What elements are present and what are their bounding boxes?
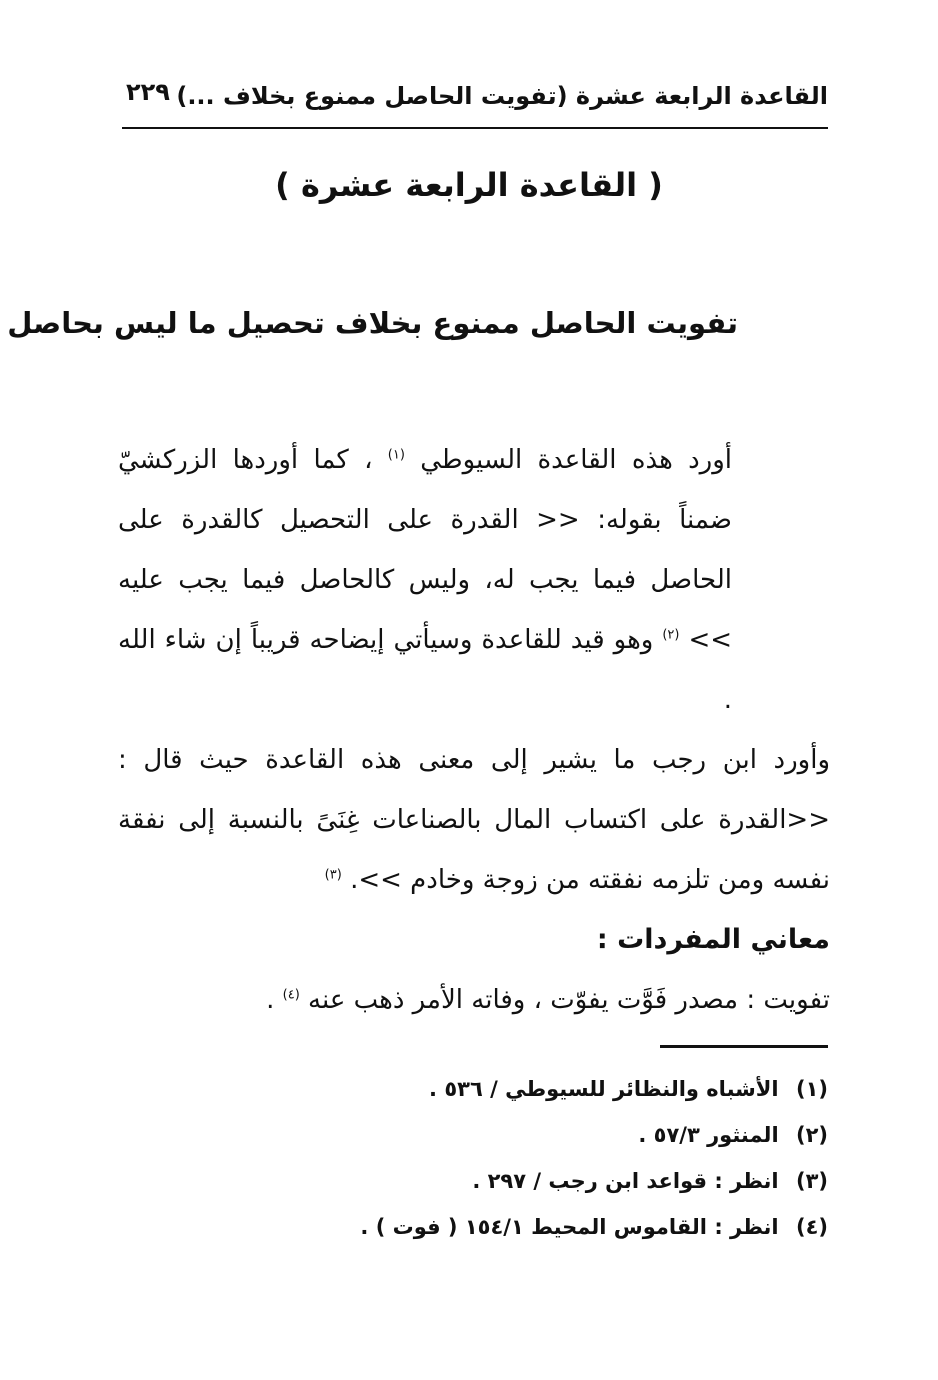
page-number: ٢٢٩ <box>126 78 170 106</box>
footnote-marker: (٤) <box>282 987 300 1003</box>
subheading: معاني المفردات : <box>596 924 830 955</box>
footnote-number: (٤) <box>795 1215 828 1239</box>
footnote-text: الأشباه والنظائر للسيوطي / ٥٣٦ . <box>429 1077 779 1101</box>
footnotes <box>228 1066 828 1250</box>
paragraph <box>118 430 830 730</box>
footnote-marker: (٣) <box>324 867 342 883</box>
rule-statement: تفويت الحاصل ممنوع بخلاف تحصيل ما ليس بحاصل <box>7 306 738 340</box>
text-segment: وهو قيد للقاعدة وسيأتي إيضاحه قريباً إن شاء الله . <box>118 625 732 715</box>
paragraph <box>118 730 830 910</box>
text-segment: ، كما أوردها الزركشيّ ضمناً بقوله: << القدرة على التحصيل كالقدرة على الحاصل فيما يجب له، وليس كالحاصل فيما يجب عليه >> <box>118 445 733 655</box>
footnote-divider <box>660 1045 828 1048</box>
footnote-number: (٣) <box>795 1169 828 1193</box>
header-divider <box>122 127 828 129</box>
paragraph <box>118 970 830 1030</box>
text-segment: أورد هذه القاعدة السيوطي <box>420 445 733 475</box>
footnote-number: (١) <box>795 1077 828 1101</box>
section-title: ( القاعدة الرابعة عشرة ) <box>275 166 663 204</box>
footnote-number: (٢) <box>795 1123 828 1147</box>
text-segment: تفويت : مصدر فَوَّت يفوّت ، وفاته الأمر ذهب عنه <box>308 985 830 1015</box>
footnote-text: انظر : قواعد ابن رجب / ٢٩٧ . <box>472 1169 779 1193</box>
running-header <box>122 78 828 118</box>
footnote-item <box>228 1204 828 1250</box>
footnote-text: المنثور ٥٧/٣ . <box>638 1123 779 1147</box>
footnote-text: انظر : القاموس المحيط ١٥٤/١ ( فوت ) . <box>360 1215 779 1239</box>
footnote-marker: (١) <box>387 447 405 463</box>
text-segment: . <box>266 985 275 1015</box>
footnote-item <box>228 1112 828 1158</box>
footnote-marker: (٢) <box>662 627 680 643</box>
text-segment: وأورد ابن رجب ما يشير إلى معنى هذه القاعدة حيث قال : <<القدرة على اكتساب المال بالصناعات غِنَىً بالنسبة إلى نفقة نفسه ومن تلزمه نفقته من زوجة وخادم >>. <box>118 745 830 895</box>
footnote-item <box>228 1158 828 1204</box>
running-title: القاعدة الرابعة عشرة (تفويت الحاصل ممنوع بخلاف ...) <box>176 82 828 110</box>
footnote-item <box>228 1066 828 1112</box>
body-text <box>118 430 830 1030</box>
